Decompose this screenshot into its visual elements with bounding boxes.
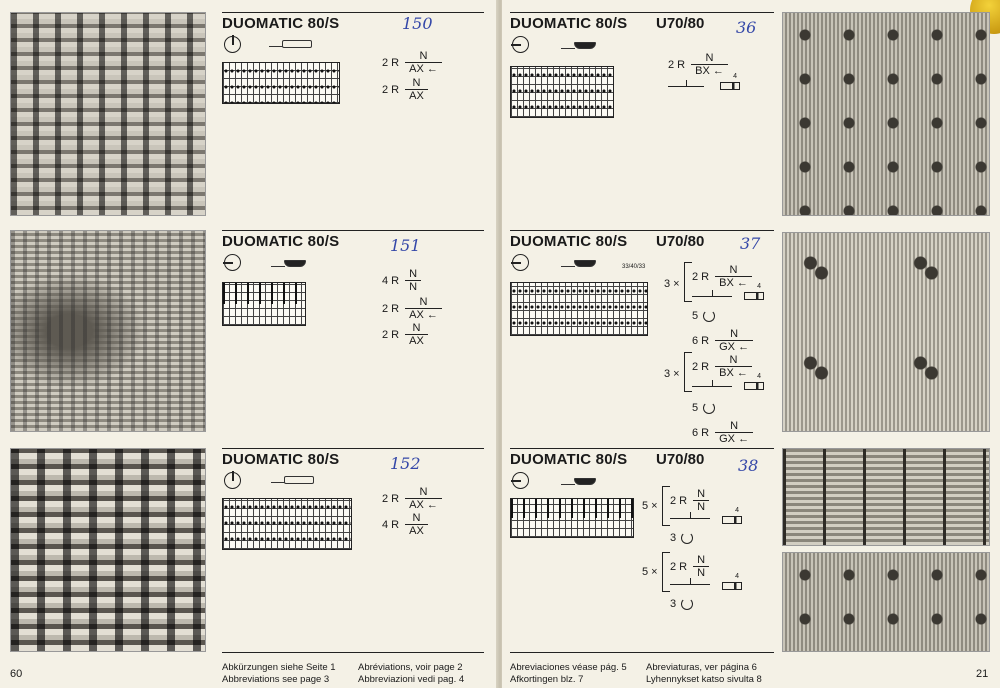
instruction-top: N (729, 354, 738, 366)
lock-dial-icon (512, 472, 529, 489)
instruction-row (692, 354, 752, 379)
row-count: 6 R (692, 334, 710, 347)
loop-count: 5 (692, 402, 699, 414)
loop-icon (681, 532, 693, 544)
instruction-top: N (409, 268, 418, 280)
instruction-row (382, 268, 421, 293)
cam-setting-icon (722, 582, 742, 590)
footer-abbreviations-left (222, 662, 336, 685)
repeat-multiplier: 3 × (664, 368, 680, 380)
repeat-bracket (662, 486, 670, 526)
footer-rule (222, 652, 484, 653)
loop-icon (703, 402, 715, 414)
carriage-icon (574, 260, 596, 267)
pattern-number: 152 (390, 454, 421, 473)
row-count: 2 R (692, 270, 710, 283)
carriage-icon (574, 42, 596, 49)
lock-dial-icon (224, 36, 241, 53)
row-count: 6 R (692, 426, 710, 439)
instruction-bottom: BX ← (715, 366, 752, 379)
carriage-icon (574, 478, 596, 485)
section-title: DUOMATIC 80/S (222, 15, 340, 32)
needle-grid-chart (510, 498, 634, 538)
pattern-number: 36 (736, 18, 757, 37)
row-count: 2 R (692, 360, 710, 373)
row-count: 2 R (670, 494, 688, 507)
section-rule (510, 12, 774, 13)
loop-icon (681, 598, 693, 610)
instruction-row (670, 554, 709, 579)
pattern-number: 38 (738, 456, 759, 475)
loop-row (692, 402, 715, 414)
loop-count: 3 (670, 598, 677, 610)
section-title: DUOMATIC 80/S (222, 451, 340, 468)
footer-text: Lyhennykset katso sivulta 8 (646, 673, 762, 685)
lock-dial-icon (512, 254, 529, 271)
row-count: 2 R (382, 328, 400, 341)
instruction-top: N (419, 486, 428, 498)
cam-setting-icon (744, 292, 764, 300)
knit-sample-photo-38a (782, 448, 990, 546)
instruction-row (382, 322, 428, 347)
loop-count: 5 (692, 310, 699, 322)
instruction-bottom: AX (405, 524, 428, 537)
instruction-bottom: N (405, 280, 421, 293)
instruction-bottom: AX (405, 89, 428, 102)
row-count: 2 R (670, 560, 688, 573)
row-count: 2 R (382, 492, 400, 505)
footer-text: Abréviations, voir page 2 (358, 662, 463, 673)
instruction-top: N (730, 328, 739, 340)
needle-grid-chart (222, 62, 340, 104)
row-count: 4 R (382, 518, 400, 531)
instruction-top: N (419, 296, 428, 308)
instruction-bottom: AX ← (405, 498, 442, 511)
pattern-number: 37 (740, 234, 761, 253)
section-title: DUOMATIC 80/S (510, 451, 628, 468)
instruction-bottom: GX ← (715, 432, 753, 445)
needle-grid-chart (510, 66, 614, 118)
knit-sample-photo-151 (10, 230, 206, 432)
loop-row (670, 532, 693, 544)
instruction-top: N (697, 488, 706, 500)
needle-grid-chart (222, 282, 306, 326)
instruction-row (692, 420, 753, 445)
lock-dial-icon (512, 36, 529, 53)
footer-text: Afkortingen blz. 7 (510, 673, 584, 685)
lock-dial-icon (224, 254, 241, 271)
right-page (502, 0, 1000, 688)
instruction-bottom: GX ← (715, 340, 753, 353)
instruction-bottom: N (693, 500, 709, 513)
loop-row (692, 310, 715, 322)
instruction-bottom: AX (405, 334, 428, 347)
cam-lever-line (692, 296, 732, 297)
loop-row (670, 598, 693, 610)
section-rule (222, 448, 484, 449)
carriage-icon (284, 476, 314, 484)
cam-setting-icon (744, 382, 764, 390)
carriage-icon (284, 260, 306, 267)
unit-label: U70/80 (656, 451, 705, 468)
row-count: 2 R (382, 83, 400, 96)
instruction-row (382, 296, 442, 321)
small-label: 33/40/33 (622, 264, 646, 270)
knit-sample-photo-150 (10, 12, 206, 216)
instruction-row (692, 264, 752, 289)
instruction-row (382, 486, 442, 511)
loop-icon (703, 310, 715, 322)
row-count: 2 R (668, 58, 686, 71)
page-number-right: 21 (976, 668, 989, 680)
instruction-bottom: AX ← (405, 62, 442, 75)
footer-abbreviations-left-2 (358, 662, 464, 685)
footer-text: Abbreviations see page 3 (222, 673, 330, 685)
section-rule (510, 230, 774, 231)
footer-text: Abkürzungen siehe Seite 1 (222, 662, 336, 673)
unit-label: U70/80 (656, 15, 705, 32)
needle-grid-chart (510, 282, 648, 336)
instruction-bottom: BX ← (715, 276, 752, 289)
instruction-top: N (412, 512, 421, 524)
row-count: 2 R (382, 302, 400, 315)
instruction-row (382, 77, 428, 102)
cam-lever-line (670, 584, 710, 585)
knit-sample-photo-36 (782, 12, 990, 216)
repeat-multiplier: 3 × (664, 278, 680, 290)
instruction-top: N (412, 322, 421, 334)
needle-grid-chart (222, 498, 352, 550)
instruction-row (692, 328, 753, 353)
footer-text: Abbreviazioni vedi pag. 4 (358, 673, 465, 685)
section-rule (510, 448, 774, 449)
instruction-bottom: AX ← (405, 308, 442, 321)
section-title: DUOMATIC 80/S (222, 233, 340, 250)
repeat-bracket (684, 352, 692, 392)
instruction-row (668, 52, 728, 77)
cam-setting-icon (720, 82, 740, 90)
section-title: DUOMATIC 80/S (510, 15, 628, 32)
knit-sample-photo-37 (782, 232, 990, 432)
instruction-bottom: N (693, 566, 709, 579)
instruction-top: N (729, 264, 738, 276)
page-number-left: 60 (10, 668, 23, 680)
pattern-number: 151 (390, 236, 421, 255)
repeat-multiplier: 5 × (642, 500, 658, 512)
instruction-top: N (705, 52, 714, 64)
row-count: 4 R (382, 274, 400, 287)
footer-text: Abreviaturas, ver página 6 (646, 662, 757, 673)
instruction-top: N (730, 420, 739, 432)
cam-lever-line (692, 386, 732, 387)
section-rule (222, 12, 484, 13)
cam-lever-line (668, 86, 704, 87)
loop-count: 3 (670, 532, 677, 544)
footer-abbreviations-right-2 (646, 662, 762, 685)
left-page (0, 0, 498, 688)
footer-text: Abreviaciones véase pág. 5 (510, 662, 627, 673)
pattern-number: 150 (402, 14, 433, 33)
instruction-row (382, 512, 428, 537)
cam-lever-line (670, 518, 710, 519)
section-title: DUOMATIC 80/S (510, 233, 628, 250)
instruction-top: N (412, 77, 421, 89)
unit-label: U70/80 (656, 233, 705, 250)
lock-dial-icon (224, 472, 241, 489)
section-rule (222, 230, 484, 231)
footer-rule (510, 652, 774, 653)
repeat-bracket (684, 262, 692, 302)
instruction-top: N (419, 50, 428, 62)
carriage-icon (282, 40, 312, 48)
instruction-bottom: BX ← (691, 64, 728, 77)
instruction-top: N (697, 554, 706, 566)
repeat-bracket (662, 552, 670, 592)
knit-sample-photo-152 (10, 448, 206, 652)
repeat-multiplier: 5 × (642, 566, 658, 578)
knit-sample-photo-38b (782, 552, 990, 652)
instruction-row (382, 50, 442, 75)
cam-setting-icon (722, 516, 742, 524)
footer-abbreviations-right (510, 662, 627, 685)
instruction-row (670, 488, 709, 513)
row-count: 2 R (382, 56, 400, 69)
